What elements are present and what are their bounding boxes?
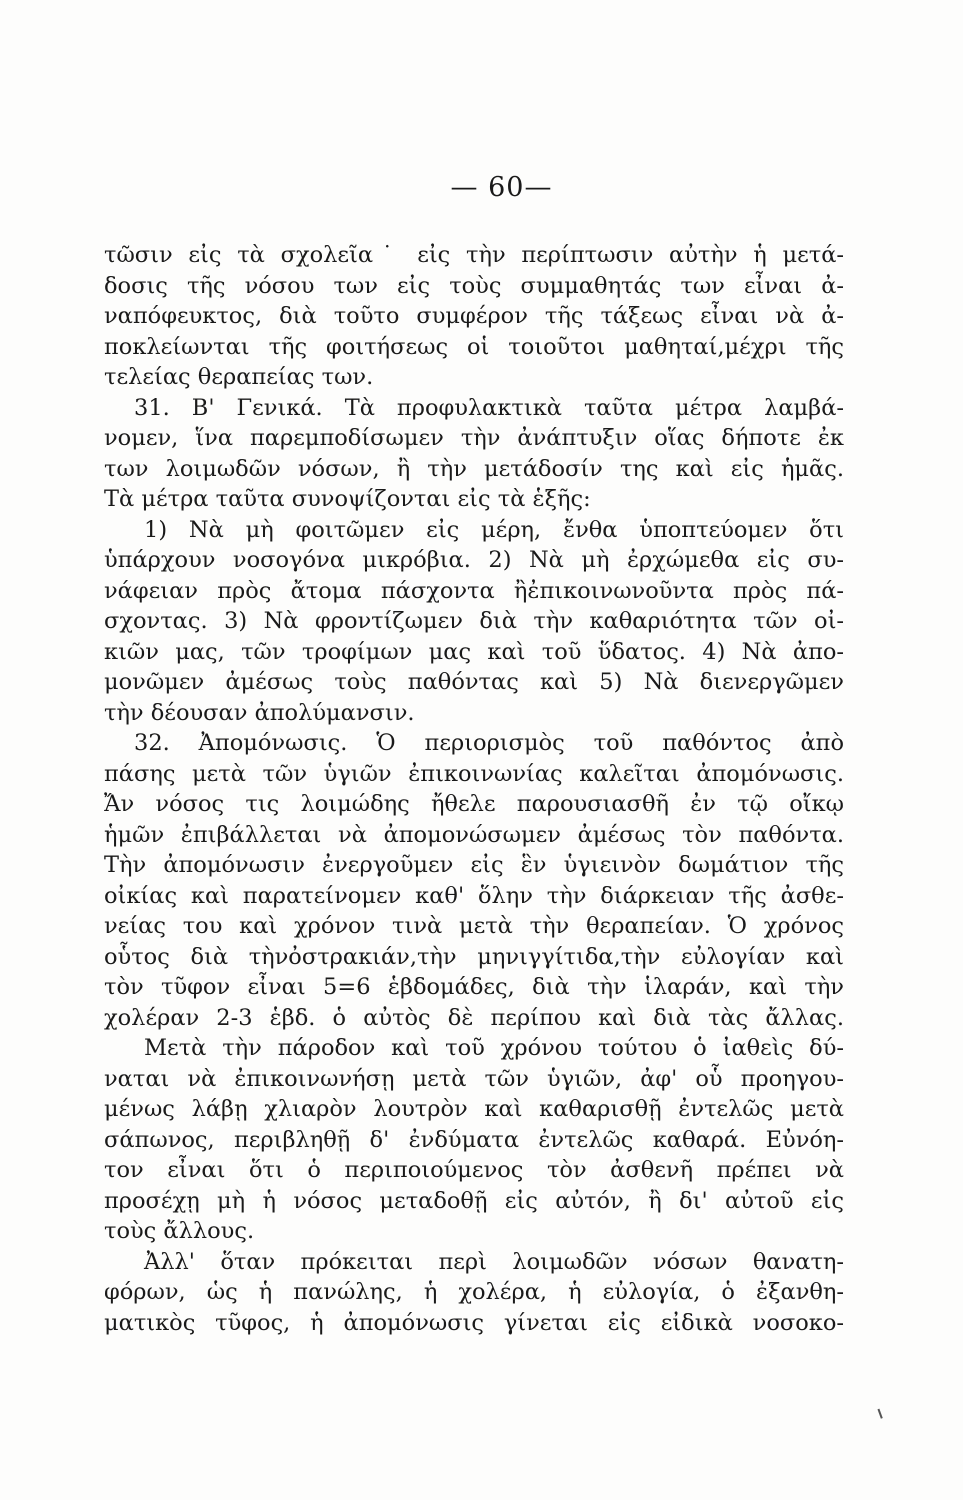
text-line: Ἀλλ' ὅταν πρόκειται περὶ λοιμωδῶν νόσων θανατη- <box>144 1248 844 1275</box>
text-line: ἡμῶν ἐπιβάλλεται νὰ ἀπομονώσωμεν ἀμέσως τὸν παθόντα. <box>104 821 844 848</box>
text-line: τῶσιν εἰς τὰ σχολεῖα˙ εἰς τὴν περίπτωσιν αὐτὴν ἡ μετά- <box>104 242 844 268</box>
text-line: ὑπάρχουν νοσογόνα μικρόβια. 2) Νὰ μὴ ἐρχώμεθα εἰς συ- <box>104 547 844 573</box>
text-line: τοὺς ἄλλους. <box>104 1218 255 1244</box>
text-line: των λοιμωδῶν νόσων, ἢ τὴν μετάδοσίν της καὶ εἰς ἡμᾶς. <box>104 455 844 482</box>
text-line: ναται νὰ ἐπικοινωνήσῃ μετὰ τῶν ὑγιῶν, ἀφ' οὗ προηγου- <box>104 1065 844 1092</box>
text-line: προσέχῃ μὴ ἡ νόσος μεταδοθῇ εἰς αὐτόν, ἢ δι' αὐτοῦ εἰς <box>104 1187 844 1214</box>
text-line: τὸν τῦφον εἶναι 5=6 ἑβδομάδες, διὰ τὴν ἱλαράν, καὶ τὴν <box>104 974 844 1000</box>
text-line: 31. Β' Γενικά. Τὰ προφυλακτικὰ ταῦτα μέτρα λαμβά- <box>134 394 844 421</box>
text-line: φόρων, ὡς ἡ πανώλης, ἡ χολέρα, ἡ εὐλογία, ὁ ἐξανθη- <box>104 1279 844 1305</box>
text-line: οἰκίας καὶ παρατείνομεν καθ' ὅλην τὴν διάρκειαν τῆς ἀσθε- <box>104 882 844 909</box>
text-line: ματικὸς τῦφος, ἡ ἀπομόνωσις γίνεται εἰς εἰδικὰ νοσοκο- <box>104 1309 844 1336</box>
text-line: σχοντας. 3) Νὰ φροντίζωμεν διὰ τὴν καθαριότητα τῶν οἰ- <box>104 608 844 634</box>
text-line: τον εἶναι ὅτι ὁ περιποιούμενος τὸν ἀσθενῆ πρέπει νὰ <box>104 1157 844 1183</box>
text-line: νείας του καὶ χρόνον τινὰ μετὰ τὴν θεραπείαν. Ὁ χρόνος <box>104 913 844 939</box>
text-line: μένως λάβῃ χλιαρὸν λουτρὸν καὶ καθαρισθῇ ἐντελῶς μετὰ <box>104 1096 844 1122</box>
text-line: νομεν, ἵνα παρεμποδίσωμεν τὴν ἀνάπτυξιν οἵας δήποτε ἐκ <box>104 425 844 451</box>
text-line: νάφειαν πρὸς ἄτομα πάσχοντα ἢἐπικοινωνοῦντα πρὸς πά- <box>104 577 844 604</box>
body-text <box>104 240 844 1338</box>
text-line: χολέραν 2-3 ἑβδ. ὁ αὐτὸς δὲ περίπου καὶ διὰ τὰς ἄλλας. <box>104 1004 844 1031</box>
text-line: Ἄν νόσος τις λοιμώδης ἤθελε παρουσιασθῆ ἐν τῷ οἴκῳ <box>104 791 844 817</box>
text-line: 32. Ἀπομόνωσις. Ὁ περιορισμὸς τοῦ παθόντος ἀπὸ <box>134 730 844 756</box>
text-line: οὗτος διὰ τὴνὀστρακιάν,τὴν μηνιγγίτιδα,τὴν εὐλογίαν καὶ <box>104 943 844 970</box>
text-line: τελείας θεραπείας των. <box>104 364 374 390</box>
text-line: Τὰ μέτρα ταῦτα συνοψίζονται εἰς τὰ ἑξῆς: <box>104 486 591 512</box>
text-line: 1) Νὰ μὴ φοιτῶμεν εἰς μέρη, ἔνθα ὑποπτεύομεν ὅτι <box>144 516 844 543</box>
text-line: τὴν δέουσαν ἀπολύμανσιν. <box>104 699 415 726</box>
text-line: σάπωνος, περιβληθῇ δ' ἐνδύματα ἐντελῶς καθαρά. Εὐνόη- <box>104 1126 844 1153</box>
text-line: Τὴν ἀπομόνωσιν ἐνεργοῦμεν εἰς ἓν ὑγιεινὸν δωμάτιον τῆς <box>104 852 844 878</box>
text-line: ποκλείωνται τῆς φοιτήσεως οἱ τοιοῦτοι μαθηταί,μέχρι τῆς <box>104 333 844 360</box>
text-line: Μετὰ τὴν πάροδον καὶ τοῦ χρόνου τούτου ὁ ἰαθεὶς δύ- <box>144 1035 844 1061</box>
text-line: πάσης μετὰ τῶν ὑγιῶν ἐπικοινωνίας καλεῖται ἀπομόνωσις. <box>104 760 844 787</box>
text-line: κιῶν μας, τῶν τροφίμων μας καὶ τοῦ ὕδατος. 4) Νὰ ἀπο- <box>104 638 844 665</box>
stray-mark <box>877 1407 886 1418</box>
page-number: — 60— <box>450 172 553 203</box>
text-line: δοσις τῆς νόσου των εἰς τοὺς συμμαθητάς των εἶναι ἀ- <box>104 272 844 299</box>
text-line: ναπόφευκτος, διὰ τοῦτο συμφέρον τῆς τάξεως εἶναι νὰ ἀ- <box>104 303 844 329</box>
text-line: μονῶμεν ἀμέσως τοὺς παθόντας καὶ 5) Νὰ διενεργῶμεν <box>104 669 844 695</box>
